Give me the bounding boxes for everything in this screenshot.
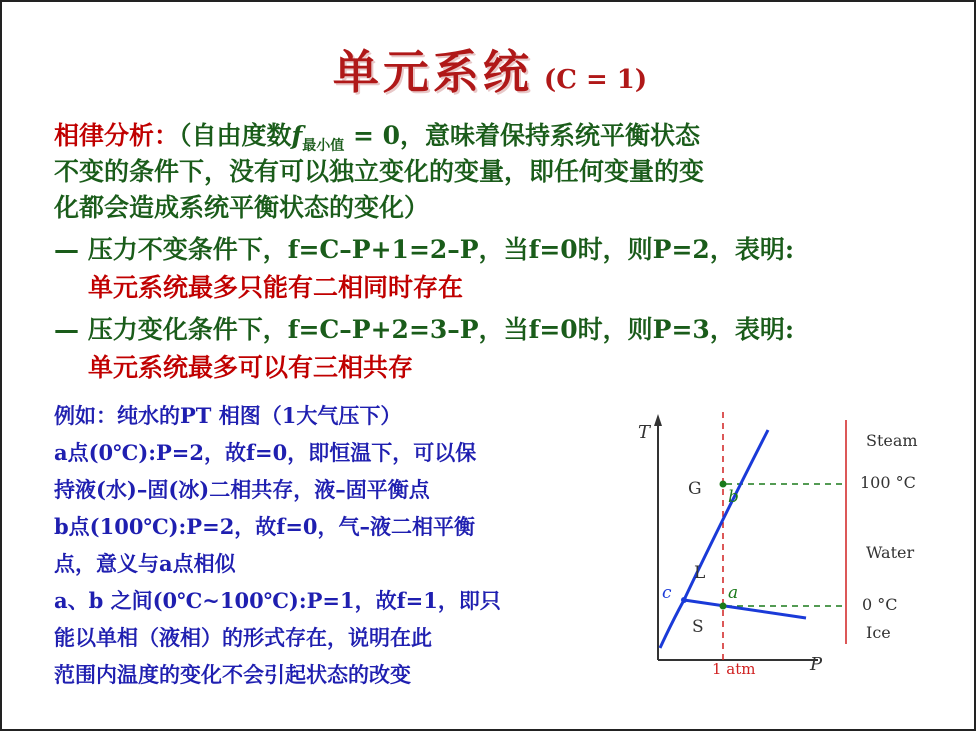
t100-label: 100 °C xyxy=(860,473,916,492)
t0-label: 0 °C xyxy=(862,595,898,614)
constant-pressure-line: — 压力不变条件下，f=C–P+1=2–P，当f=0时，则P=2，表明: xyxy=(54,235,795,264)
fusion-curve xyxy=(684,600,806,618)
sublimation-curve xyxy=(660,600,684,648)
point-c-label: c xyxy=(662,583,672,603)
region-l-label: L xyxy=(694,563,706,583)
t-axis-arrow xyxy=(654,414,662,426)
example-a-line-1: a点(0℃):P=2，故f=0，即恒温下，可以保 xyxy=(54,440,477,465)
analysis-line-2: 不变的条件下，没有可以独立变化的变量，即任何变量的变 xyxy=(54,157,705,186)
variable-pressure-line: — 压力变化条件下，f=C–P+2=3–P，当f=0时，则P=3，表明: xyxy=(54,315,795,344)
point-b-label: b xyxy=(728,487,739,507)
point-a-dot xyxy=(720,603,727,610)
ice-label: Ice xyxy=(866,623,891,642)
phase-diagram xyxy=(628,412,928,682)
f-symbol: f xyxy=(291,121,303,150)
point-a-label: a xyxy=(728,583,739,603)
example-ab-line-2: 能以单相（液相）的形式存在，说明在此 xyxy=(54,625,432,650)
title-condition: (C = 1) xyxy=(543,65,648,95)
point-c-dot xyxy=(681,597,687,603)
analysis-text-a: （自由度数 xyxy=(179,121,292,150)
region-g-label: G xyxy=(688,479,702,499)
steam-label: Steam xyxy=(866,431,918,450)
example-ab-line-1: a、b 之间(0℃~100℃):P=1，故f=1，即只 xyxy=(54,588,501,613)
analysis-line-3: 化都会造成系统平衡状态的变化） xyxy=(54,193,430,222)
example-ab-line-3: 范围内温度的变化不会引起状态的改变 xyxy=(54,662,411,687)
region-s-label: S xyxy=(692,617,704,637)
point-b-dot xyxy=(720,481,727,488)
constant-pressure-conclusion: 单元系统最多只能有二相同时存在 xyxy=(88,273,464,302)
example-b-line-2: 点，意义与a点相似 xyxy=(54,551,236,576)
slide-title xyxy=(0,36,980,102)
f-subscript: 最小值 xyxy=(302,138,345,154)
p-axis-label: P xyxy=(810,654,823,675)
variable-pressure-conclusion: 单元系统最多可以有三相共存 xyxy=(88,353,414,382)
example-b-line-1: b点(100℃):P=2，故f=0，气–液二相平衡 xyxy=(54,514,476,539)
one-atm-label: 1 atm xyxy=(712,660,756,678)
example-a-line-2: 持液(水)–固(冰)二相共存，液–固平衡点 xyxy=(54,477,430,502)
analysis-label: 相律分析： xyxy=(54,121,180,150)
t-axis-label: T xyxy=(638,422,651,443)
water-label: Water xyxy=(866,543,915,562)
analysis-text-b: = 0，意味着保持系统平衡状态 xyxy=(344,121,701,150)
example-heading: 例如：纯水的PT 相图（1大气压下） xyxy=(54,403,402,428)
analysis-line-1 xyxy=(54,116,700,155)
title-main: 单元系统 xyxy=(332,45,533,99)
